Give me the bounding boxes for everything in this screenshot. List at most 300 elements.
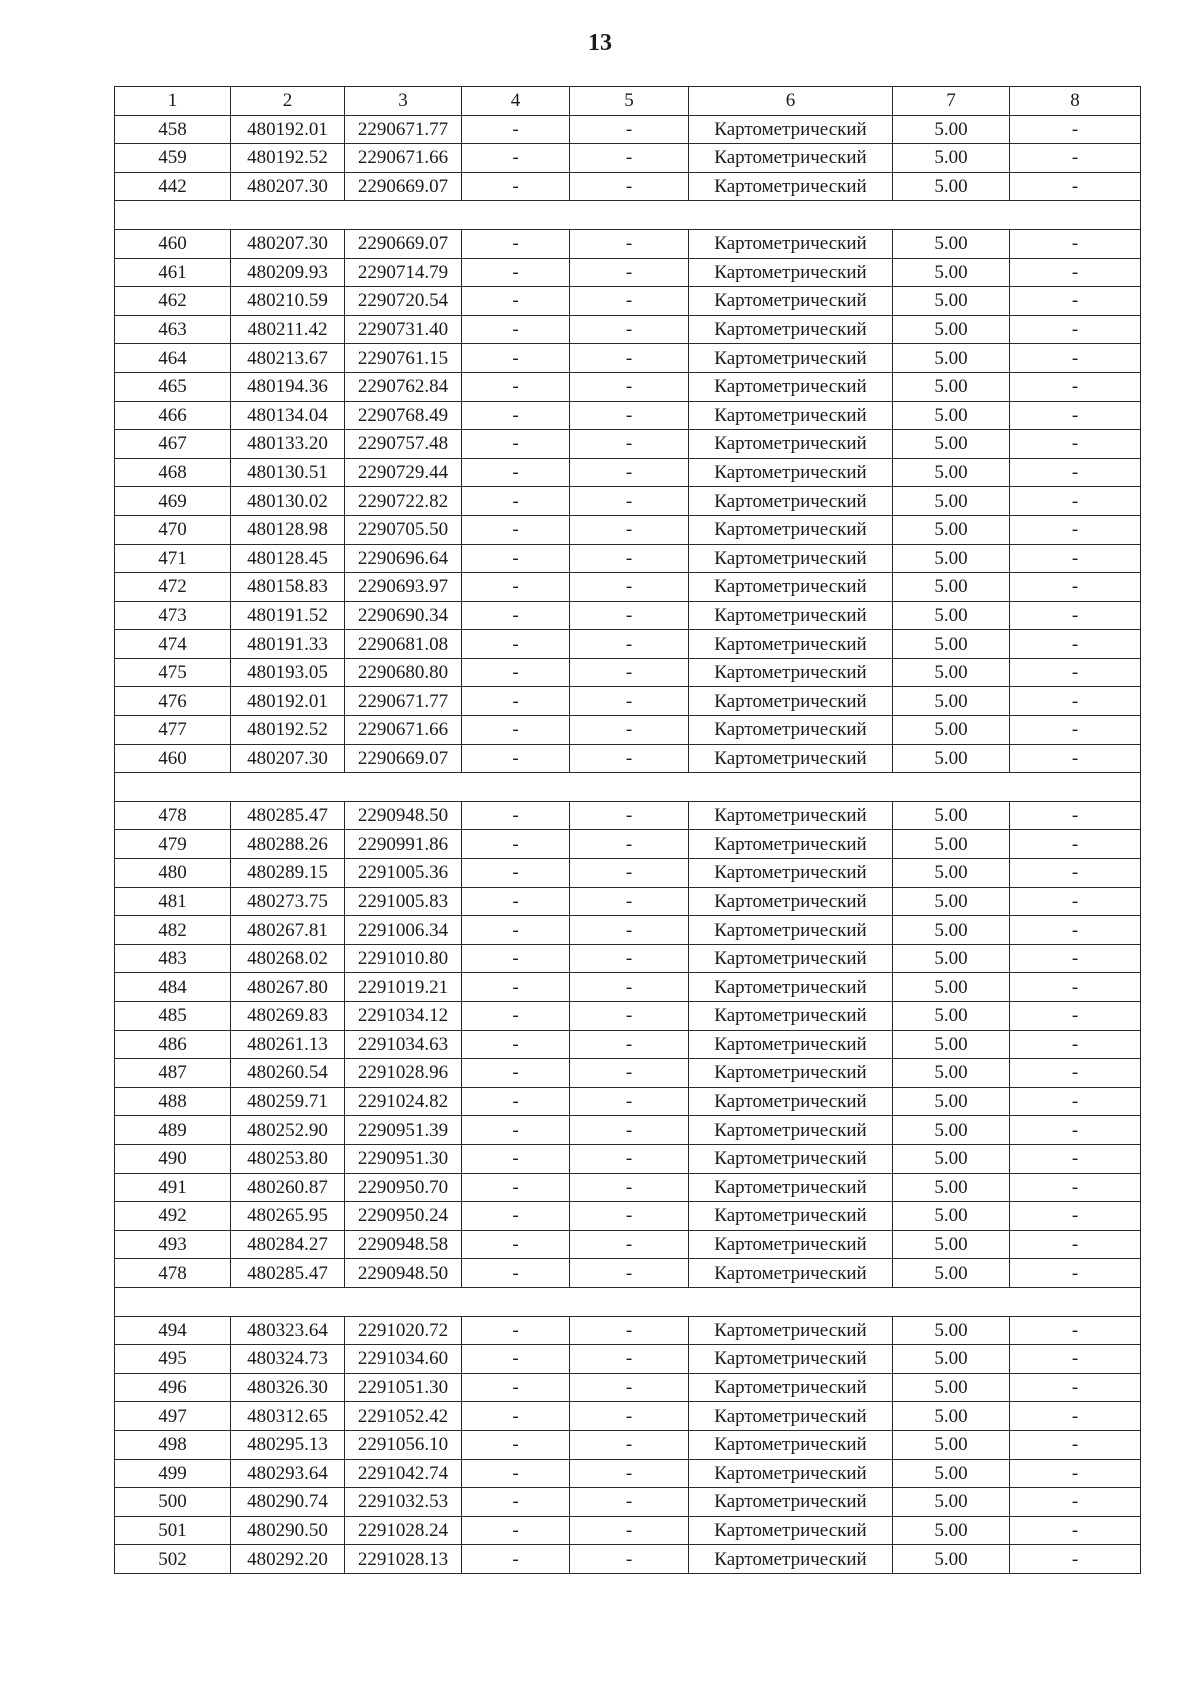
x-coordinate-cell: 480265.95 (231, 1202, 345, 1231)
point-number-cell: 498 (115, 1430, 231, 1459)
col8-cell: - (1010, 172, 1141, 201)
col4-cell: - (462, 1345, 570, 1374)
x-coordinate-cell: 480288.26 (231, 830, 345, 859)
col5-cell: - (570, 801, 689, 830)
y-coordinate-cell: 2290729.44 (345, 458, 462, 487)
accuracy-cell (893, 201, 1010, 230)
col4-cell: - (462, 744, 570, 773)
col8-cell: - (1010, 344, 1141, 373)
method-cell: Картометрический (689, 744, 893, 773)
table-body (115, 115, 1141, 1573)
method-cell: Картометрический (689, 458, 893, 487)
accuracy-cell: 5.00 (893, 859, 1010, 888)
col5-cell: - (570, 401, 689, 430)
accuracy-cell: 5.00 (893, 1144, 1010, 1173)
accuracy-cell: 5.00 (893, 716, 1010, 745)
col5-cell: - (570, 544, 689, 573)
y-coordinate-cell (345, 201, 462, 230)
col8-cell: - (1010, 1430, 1141, 1459)
method-cell: Картометрический (689, 1116, 893, 1145)
col8-cell: - (1010, 372, 1141, 401)
x-coordinate-cell: 480128.98 (231, 515, 345, 544)
accuracy-cell: 5.00 (893, 1345, 1010, 1374)
table-row (115, 1545, 1141, 1574)
point-number-cell: 470 (115, 515, 231, 544)
col5-cell: - (570, 258, 689, 287)
accuracy-cell: 5.00 (893, 658, 1010, 687)
point-number-cell: 491 (115, 1173, 231, 1202)
method-cell: Картометрический (689, 573, 893, 602)
method-cell (689, 201, 893, 230)
col5-cell: - (570, 1402, 689, 1431)
x-coordinate-cell: 480191.52 (231, 601, 345, 630)
method-cell: Картометрический (689, 1230, 893, 1259)
accuracy-cell: 5.00 (893, 944, 1010, 973)
col5-cell: - (570, 1202, 689, 1231)
col5-cell: - (570, 315, 689, 344)
x-coordinate-cell: 480292.20 (231, 1545, 345, 1574)
point-number-cell: 485 (115, 1002, 231, 1031)
x-coordinate-cell: 480252.90 (231, 1116, 345, 1145)
accuracy-cell: 5.00 (893, 344, 1010, 373)
table-row (115, 1516, 1141, 1545)
point-number-cell: 487 (115, 1059, 231, 1088)
x-coordinate-cell: 480326.30 (231, 1373, 345, 1402)
col4-cell: - (462, 144, 570, 173)
y-coordinate-cell: 2290948.50 (345, 1259, 462, 1288)
col4-cell: - (462, 1516, 570, 1545)
col8-cell: - (1010, 1030, 1141, 1059)
point-number-cell: 480 (115, 859, 231, 888)
table-row (115, 1459, 1141, 1488)
col4-cell: - (462, 1230, 570, 1259)
y-coordinate-cell: 2290669.07 (345, 229, 462, 258)
col4-cell: - (462, 115, 570, 144)
point-number-cell: 465 (115, 372, 231, 401)
point-number-cell: 461 (115, 258, 231, 287)
method-cell: Картометрический (689, 258, 893, 287)
col5-cell: - (570, 944, 689, 973)
accuracy-cell: 5.00 (893, 487, 1010, 516)
accuracy-cell: 5.00 (893, 1516, 1010, 1545)
y-coordinate-cell: 2290722.82 (345, 487, 462, 516)
x-coordinate-cell: 480312.65 (231, 1402, 345, 1431)
header-cell-2: 2 (231, 87, 345, 116)
accuracy-cell: 5.00 (893, 172, 1010, 201)
method-cell: Картометрический (689, 487, 893, 516)
col4-cell: - (462, 1144, 570, 1173)
method-cell: Картометрический (689, 658, 893, 687)
point-number-cell: 497 (115, 1402, 231, 1431)
col5-cell (570, 201, 689, 230)
point-number-cell: 488 (115, 1087, 231, 1116)
point-number-cell: 467 (115, 430, 231, 459)
point-number-cell: 460 (115, 744, 231, 773)
table-header (115, 87, 1141, 116)
col4-cell: - (462, 916, 570, 945)
point-number-cell: 477 (115, 716, 231, 745)
table-row (115, 973, 1141, 1002)
method-cell: Картометрический (689, 1059, 893, 1088)
col5-cell: - (570, 144, 689, 173)
accuracy-cell: 5.00 (893, 1002, 1010, 1031)
x-coordinate-cell: 480211.42 (231, 315, 345, 344)
x-coordinate-cell: 480289.15 (231, 859, 345, 888)
header-cell-1: 1 (115, 87, 231, 116)
accuracy-cell: 5.00 (893, 115, 1010, 144)
method-cell: Картометрический (689, 916, 893, 945)
point-number-cell: 463 (115, 315, 231, 344)
y-coordinate-cell: 2290671.77 (345, 687, 462, 716)
point-number-cell: 474 (115, 630, 231, 659)
y-coordinate-cell: 2290762.84 (345, 372, 462, 401)
col8-cell: - (1010, 1516, 1141, 1545)
table-row (115, 830, 1141, 859)
x-coordinate-cell: 480133.20 (231, 430, 345, 459)
table-row (115, 1116, 1141, 1145)
table-row (115, 315, 1141, 344)
col8-cell: - (1010, 716, 1141, 745)
point-number-cell: 471 (115, 544, 231, 573)
point-number-cell: 482 (115, 916, 231, 945)
col4-cell (462, 773, 570, 802)
method-cell: Картометрический (689, 1173, 893, 1202)
y-coordinate-cell: 2290671.77 (345, 115, 462, 144)
point-number-cell: 473 (115, 601, 231, 630)
col8-cell: - (1010, 1345, 1141, 1374)
point-number-cell: 458 (115, 115, 231, 144)
y-coordinate-cell: 2291028.24 (345, 1516, 462, 1545)
table-row (115, 916, 1141, 945)
col4-cell: - (462, 458, 570, 487)
col8-cell: - (1010, 573, 1141, 602)
table-row (115, 372, 1141, 401)
col4-cell: - (462, 344, 570, 373)
point-number-cell: 464 (115, 344, 231, 373)
col5-cell: - (570, 287, 689, 316)
accuracy-cell: 5.00 (893, 1488, 1010, 1517)
col4-cell: - (462, 1087, 570, 1116)
x-coordinate-cell: 480207.30 (231, 744, 345, 773)
x-coordinate-cell: 480261.13 (231, 1030, 345, 1059)
point-number-cell: 478 (115, 1259, 231, 1288)
method-cell: Картометрический (689, 1144, 893, 1173)
col5-cell: - (570, 1173, 689, 1202)
table-row (115, 1002, 1141, 1031)
col4-cell: - (462, 1373, 570, 1402)
x-coordinate-cell: 480267.81 (231, 916, 345, 945)
x-coordinate-cell: 480253.80 (231, 1144, 345, 1173)
col8-cell: - (1010, 1259, 1141, 1288)
accuracy-cell: 5.00 (893, 458, 1010, 487)
y-coordinate-cell: 2291019.21 (345, 973, 462, 1002)
col4-cell: - (462, 1116, 570, 1145)
table-row (115, 1373, 1141, 1402)
point-number-cell: 500 (115, 1488, 231, 1517)
point-number-cell: 484 (115, 973, 231, 1002)
col5-cell: - (570, 716, 689, 745)
x-coordinate-cell: 480192.01 (231, 687, 345, 716)
method-cell: Картометрический (689, 544, 893, 573)
col4-cell: - (462, 1316, 570, 1345)
y-coordinate-cell: 2290991.86 (345, 830, 462, 859)
col4-cell: - (462, 630, 570, 659)
col4-cell: - (462, 229, 570, 258)
table-row (115, 401, 1141, 430)
point-number-cell: 494 (115, 1316, 231, 1345)
col8-cell: - (1010, 944, 1141, 973)
accuracy-cell: 5.00 (893, 372, 1010, 401)
method-cell: Картометрический (689, 401, 893, 430)
method-cell (689, 773, 893, 802)
col5-cell: - (570, 515, 689, 544)
accuracy-cell: 5.00 (893, 887, 1010, 916)
col8-cell: - (1010, 1202, 1141, 1231)
col8-cell: - (1010, 258, 1141, 287)
col4-cell: - (462, 1459, 570, 1488)
method-cell: Картометрический (689, 1402, 893, 1431)
col5-cell: - (570, 687, 689, 716)
point-number-cell: 462 (115, 287, 231, 316)
accuracy-cell: 5.00 (893, 229, 1010, 258)
accuracy-cell: 5.00 (893, 1173, 1010, 1202)
col8-cell: - (1010, 144, 1141, 173)
col8-cell: - (1010, 859, 1141, 888)
table-row (115, 458, 1141, 487)
y-coordinate-cell: 2291005.36 (345, 859, 462, 888)
col5-cell: - (570, 658, 689, 687)
col4-cell: - (462, 515, 570, 544)
col5-cell: - (570, 916, 689, 945)
y-coordinate-cell: 2291028.96 (345, 1059, 462, 1088)
col8-cell: - (1010, 1459, 1141, 1488)
col8-cell: - (1010, 1316, 1141, 1345)
y-coordinate-cell: 2290671.66 (345, 716, 462, 745)
accuracy-cell: 5.00 (893, 544, 1010, 573)
col4-cell: - (462, 716, 570, 745)
table-row (115, 1144, 1141, 1173)
table-row (115, 716, 1141, 745)
method-cell: Картометрический (689, 1373, 893, 1402)
x-coordinate-cell: 480293.64 (231, 1459, 345, 1488)
x-coordinate-cell: 480267.80 (231, 973, 345, 1002)
col4-cell: - (462, 1488, 570, 1517)
col8-cell: - (1010, 458, 1141, 487)
point-number-cell (115, 1287, 231, 1316)
table-row (115, 601, 1141, 630)
col8-cell: - (1010, 601, 1141, 630)
point-number-cell: 501 (115, 1516, 231, 1545)
accuracy-cell: 5.00 (893, 1373, 1010, 1402)
col8-cell: - (1010, 658, 1141, 687)
col5-cell: - (570, 458, 689, 487)
y-coordinate-cell: 2290731.40 (345, 315, 462, 344)
col8-cell: - (1010, 115, 1141, 144)
y-coordinate-cell: 2291056.10 (345, 1430, 462, 1459)
method-cell: Картометрический (689, 630, 893, 659)
col5-cell: - (570, 859, 689, 888)
col8-cell: - (1010, 630, 1141, 659)
table-row (115, 887, 1141, 916)
x-coordinate-cell: 480324.73 (231, 1345, 345, 1374)
point-number-cell: 468 (115, 458, 231, 487)
col5-cell: - (570, 1144, 689, 1173)
col5-cell: - (570, 973, 689, 1002)
y-coordinate-cell: 2290669.07 (345, 744, 462, 773)
col4-cell: - (462, 1002, 570, 1031)
table-row (115, 1430, 1141, 1459)
header-cell-7: 7 (893, 87, 1010, 116)
header-cell-8: 8 (1010, 87, 1141, 116)
x-coordinate-cell: 480285.47 (231, 801, 345, 830)
method-cell: Картометрический (689, 344, 893, 373)
point-number-cell: 502 (115, 1545, 231, 1574)
accuracy-cell: 5.00 (893, 258, 1010, 287)
accuracy-cell: 5.00 (893, 573, 1010, 602)
col8-cell: - (1010, 1087, 1141, 1116)
header-cell-5: 5 (570, 87, 689, 116)
col8-cell (1010, 1287, 1141, 1316)
col8-cell: - (1010, 1545, 1141, 1574)
y-coordinate-cell: 2290950.24 (345, 1202, 462, 1231)
col5-cell: - (570, 830, 689, 859)
col5-cell: - (570, 887, 689, 916)
col4-cell (462, 1287, 570, 1316)
col8-cell: - (1010, 1373, 1141, 1402)
y-coordinate-cell: 2290950.70 (345, 1173, 462, 1202)
col4-cell: - (462, 1430, 570, 1459)
col5-cell: - (570, 1116, 689, 1145)
point-number-cell: 476 (115, 687, 231, 716)
accuracy-cell: 5.00 (893, 1259, 1010, 1288)
method-cell: Картометрический (689, 1488, 893, 1517)
col4-cell: - (462, 544, 570, 573)
col5-cell: - (570, 744, 689, 773)
y-coordinate-cell: 2290705.50 (345, 515, 462, 544)
table-row (115, 344, 1141, 373)
y-coordinate-cell: 2291020.72 (345, 1316, 462, 1345)
point-number-cell: 472 (115, 573, 231, 602)
col8-cell: - (1010, 687, 1141, 716)
table-row (115, 1059, 1141, 1088)
y-coordinate-cell (345, 1287, 462, 1316)
y-coordinate-cell: 2290696.64 (345, 544, 462, 573)
method-cell: Картометрический (689, 601, 893, 630)
col5-cell: - (570, 1459, 689, 1488)
col5-cell: - (570, 430, 689, 459)
point-number-cell: 459 (115, 144, 231, 173)
coordinates-table (114, 86, 1141, 1574)
col8-cell: - (1010, 515, 1141, 544)
table-row (115, 258, 1141, 287)
col5-cell: - (570, 1030, 689, 1059)
col8-cell: - (1010, 1173, 1141, 1202)
col5-cell (570, 773, 689, 802)
col5-cell: - (570, 1259, 689, 1288)
col8-cell: - (1010, 887, 1141, 916)
col8-cell: - (1010, 1402, 1141, 1431)
table-row (115, 687, 1141, 716)
col8-cell: - (1010, 544, 1141, 573)
col4-cell: - (462, 887, 570, 916)
table-row (115, 287, 1141, 316)
col4-cell: - (462, 687, 570, 716)
y-coordinate-cell: 2291042.74 (345, 1459, 462, 1488)
col8-cell: - (1010, 1059, 1141, 1088)
col8-cell: - (1010, 744, 1141, 773)
point-number-cell: 478 (115, 801, 231, 830)
x-coordinate-cell: 480194.36 (231, 372, 345, 401)
method-cell: Картометрический (689, 1202, 893, 1231)
accuracy-cell: 5.00 (893, 687, 1010, 716)
method-cell: Картометрический (689, 687, 893, 716)
accuracy-cell: 5.00 (893, 1087, 1010, 1116)
col4-cell: - (462, 372, 570, 401)
col8-cell: - (1010, 229, 1141, 258)
table-row (115, 144, 1141, 173)
accuracy-cell: 5.00 (893, 1230, 1010, 1259)
col8-cell: - (1010, 1116, 1141, 1145)
col5-cell: - (570, 1545, 689, 1574)
col4-cell: - (462, 1059, 570, 1088)
col5-cell: - (570, 1087, 689, 1116)
method-cell: Картометрический (689, 1259, 893, 1288)
col4-cell: - (462, 401, 570, 430)
y-coordinate-cell: 2290690.34 (345, 601, 462, 630)
col5-cell: - (570, 1373, 689, 1402)
table-row (115, 172, 1141, 201)
col5-cell: - (570, 1516, 689, 1545)
col5-cell: - (570, 1230, 689, 1259)
col5-cell: - (570, 344, 689, 373)
point-number-cell: 442 (115, 172, 231, 201)
method-cell: Картометрический (689, 801, 893, 830)
col5-cell: - (570, 1430, 689, 1459)
col8-cell: - (1010, 287, 1141, 316)
col4-cell: - (462, 1545, 570, 1574)
x-coordinate-cell: 480295.13 (231, 1430, 345, 1459)
y-coordinate-cell: 2290948.58 (345, 1230, 462, 1259)
table-row (115, 1030, 1141, 1059)
col4-cell: - (462, 944, 570, 973)
y-coordinate-cell: 2290951.30 (345, 1144, 462, 1173)
col4-cell: - (462, 973, 570, 1002)
x-coordinate-cell: 480192.52 (231, 144, 345, 173)
col8-cell (1010, 773, 1141, 802)
accuracy-cell: 5.00 (893, 1202, 1010, 1231)
col8-cell: - (1010, 1144, 1141, 1173)
table-row (115, 630, 1141, 659)
col8-cell: - (1010, 1230, 1141, 1259)
point-number-cell: 490 (115, 1144, 231, 1173)
method-cell: Картометрический (689, 973, 893, 1002)
method-cell: Картометрический (689, 115, 893, 144)
x-coordinate-cell: 480323.64 (231, 1316, 345, 1345)
method-cell: Картометрический (689, 716, 893, 745)
col4-cell (462, 201, 570, 230)
col4-cell: - (462, 172, 570, 201)
y-coordinate-cell: 2290714.79 (345, 258, 462, 287)
col4-cell: - (462, 601, 570, 630)
col8-cell: - (1010, 973, 1141, 1002)
header-cell-3: 3 (345, 87, 462, 116)
method-cell: Картометрический (689, 1430, 893, 1459)
accuracy-cell: 5.00 (893, 1059, 1010, 1088)
table-row (115, 430, 1141, 459)
point-number-cell: 483 (115, 944, 231, 973)
accuracy-cell: 5.00 (893, 430, 1010, 459)
table-row (115, 1230, 1141, 1259)
